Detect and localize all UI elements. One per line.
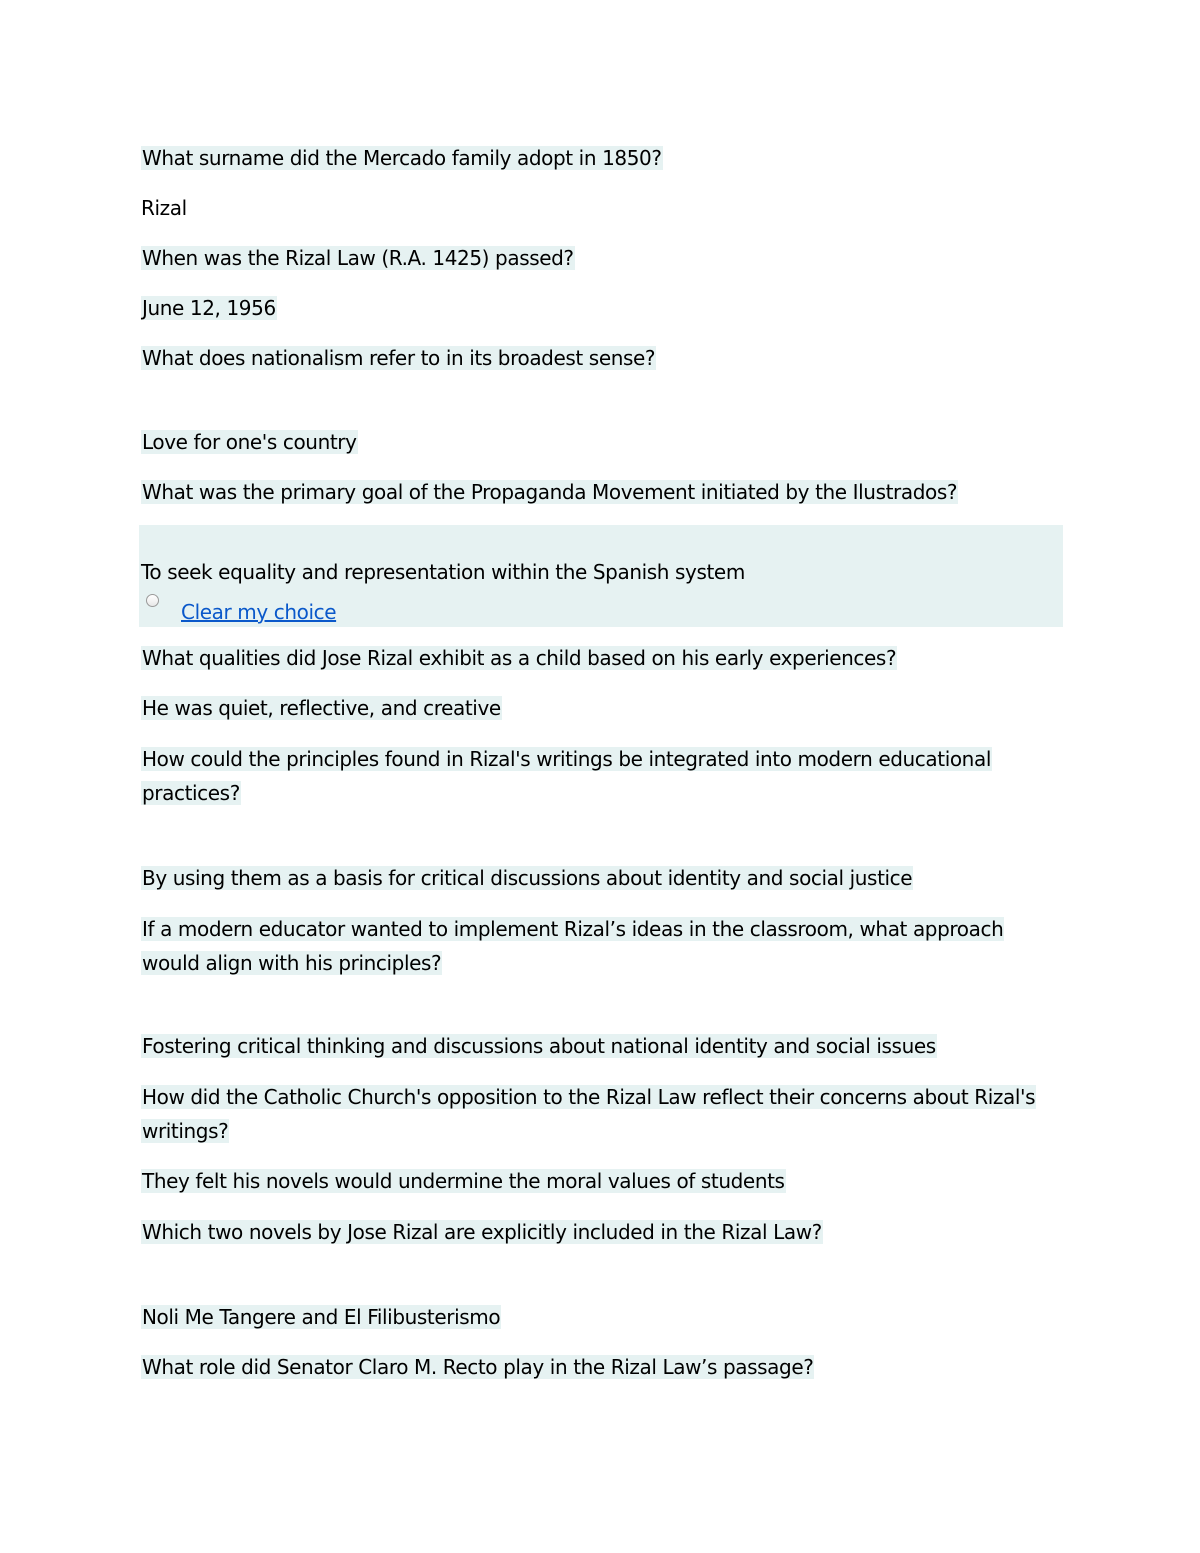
answer-highlight: June 12, 1956 — [142, 296, 276, 320]
answer-highlight: Noli Me Tangere and El Filibusterismo — [142, 1305, 501, 1329]
question-text — [141, 341, 656, 375]
question-highlight: What qualities did Jose Rizal exhibit as a child based on his early experiences? — [142, 646, 897, 670]
question-text — [141, 742, 1041, 810]
answer-text — [141, 191, 187, 225]
answer-highlight: Fostering critical thinking and discussions about national identity and social issues — [142, 1034, 936, 1058]
answer-text — [141, 861, 913, 895]
answer-text — [141, 691, 502, 725]
question-highlight: Which two novels by Jose Rizal are explicitly included in the Rizal Law? — [142, 1220, 822, 1244]
question-text — [141, 1215, 823, 1249]
answer-text — [141, 1300, 501, 1334]
radio-button[interactable] — [146, 594, 159, 607]
answer-text: To seek equality and representation within the Spanish system — [141, 560, 745, 584]
question-highlight: How could the principles found in Rizal's writings be integrated into modern educational practices? — [142, 747, 991, 805]
answer-highlight: They felt his novels would undermine the moral values of students — [142, 1169, 785, 1193]
answer-text — [141, 1029, 937, 1063]
answer-text — [141, 425, 358, 459]
question-text — [141, 241, 575, 275]
question-text — [141, 141, 663, 175]
answer-highlight: By using them as a basis for critical discussions about identity and social justice — [142, 866, 913, 890]
question-highlight: What was the primary goal of the Propaganda Movement initiated by the Ilustrados? — [142, 480, 958, 504]
question-highlight: If a modern educator wanted to implement Rizal’s ideas in the classroom, what approach would align with his principles? — [142, 917, 1004, 975]
question-highlight: How did the Catholic Church's opposition to the Rizal Law reflect their concerns about Rizal's writings? — [142, 1085, 1036, 1143]
question-text — [141, 1080, 1041, 1148]
selected-answer-block — [139, 525, 1063, 627]
question-highlight: When was the Rizal Law (R.A. 1425) passed? — [142, 246, 574, 270]
answer-highlight: He was quiet, reflective, and creative — [142, 696, 501, 720]
answer-label: Rizal — [141, 196, 187, 220]
question-text — [141, 912, 1041, 980]
question-highlight: What role did Senator Claro M. Recto play in the Rizal Law’s passage? — [142, 1355, 814, 1379]
question-text — [141, 641, 897, 675]
question-text — [141, 475, 958, 509]
clear-my-choice-link[interactable]: Clear my choice — [181, 600, 337, 624]
question-text — [141, 1350, 814, 1384]
question-highlight: What does nationalism refer to in its broadest sense? — [142, 346, 656, 370]
answer-highlight: Love for one's country — [142, 430, 357, 454]
question-highlight: What surname did the Mercado family adopt in 1850? — [142, 146, 662, 170]
answer-text — [141, 291, 277, 325]
answer-text — [141, 1164, 786, 1198]
